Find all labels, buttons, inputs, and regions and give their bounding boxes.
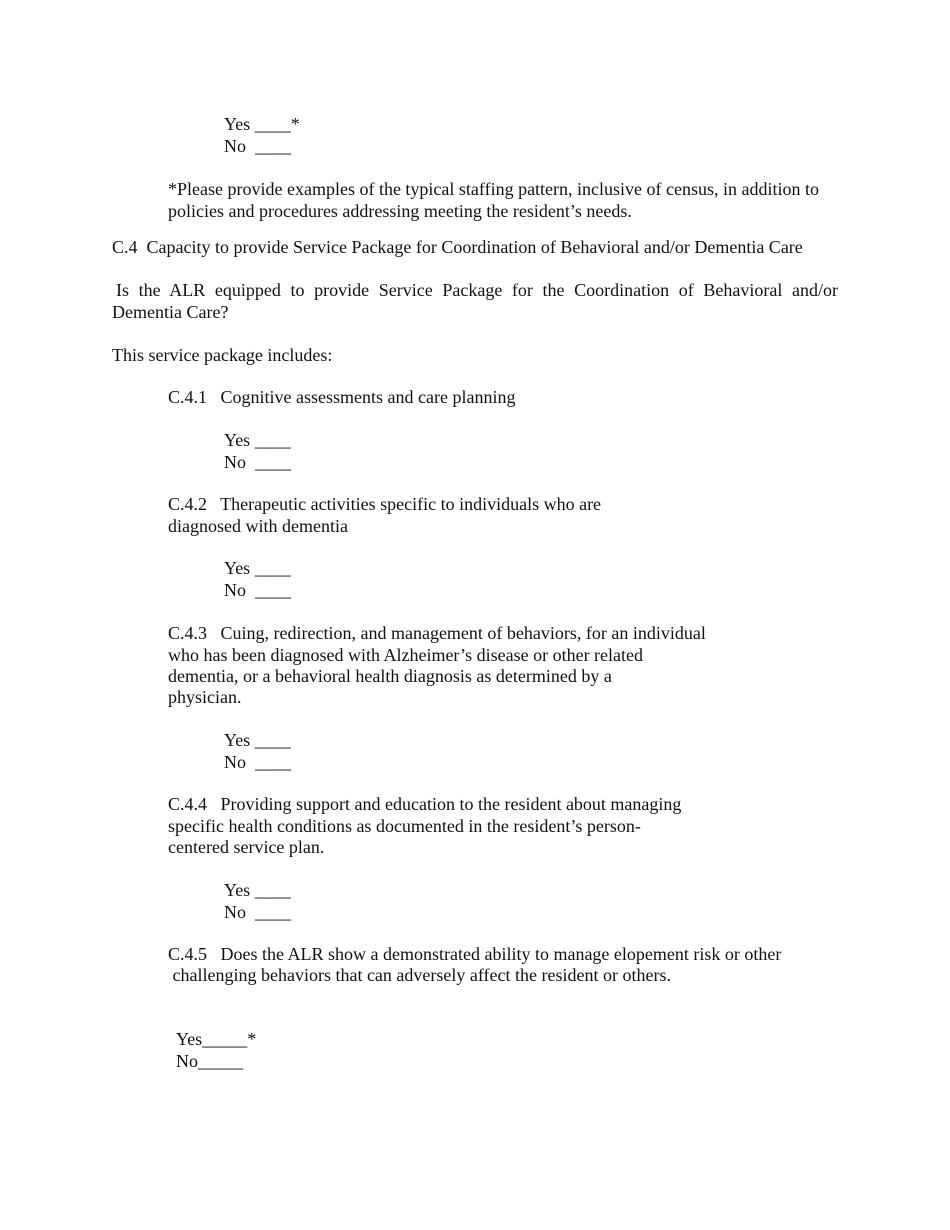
- no-label: No: [224, 136, 246, 156]
- item-c43-text-line3: dementia, or a behavioral health diagnosis as determined by a: [168, 666, 612, 686]
- item-c45-yes[interactable]: Yes_____*: [176, 1029, 257, 1049]
- item-c45-text-line2: challenging behaviors that can adversely affect the resident or others.: [168, 965, 671, 985]
- item-c43-text-line2: who has been diagnosed with Alzheimer’s disease or other related: [168, 645, 644, 665]
- section-question: [112, 279, 838, 323]
- asterisk-mark: *: [290, 114, 300, 134]
- item-c42-text-line1: C.4.2 Therapeutic activities specific to individuals who are: [168, 494, 602, 514]
- no-blank[interactable]: ____: [255, 136, 291, 156]
- item-c43-yes[interactable]: Yes ____: [224, 730, 291, 750]
- question-line2: Dementia Care?: [112, 302, 229, 322]
- staffing-note-line2: policies and procedures addressing meeting the resident’s needs.: [168, 201, 632, 221]
- top-yes-option[interactable]: [224, 113, 300, 135]
- item-c44-text-line2: specific health conditions as documented in the resident’s person-: [168, 816, 641, 836]
- item-c41-text: C.4.1 Cognitive assessments and care planning: [168, 387, 516, 407]
- yes-blank[interactable]: ____: [254, 114, 291, 134]
- item-c42-no[interactable]: No ____: [224, 580, 291, 600]
- item-c44-text-line3: centered service plan.: [168, 837, 325, 857]
- item-c41-yes[interactable]: Yes ____: [224, 430, 291, 450]
- item-c42-yes[interactable]: Yes ____: [224, 558, 291, 578]
- item-c41-no[interactable]: No ____: [224, 452, 291, 472]
- item-c43-text-line4: physician.: [168, 687, 242, 707]
- staffing-note-line1: *Please provide examples of the typical staffing pattern, inclusive of census, in addition to: [168, 179, 820, 199]
- item-c43-text-line1: C.4.3 Cuing, redirection, and management of behaviors, for an individual: [168, 623, 706, 643]
- item-c44-no[interactable]: No ____: [224, 902, 291, 922]
- section-heading: C.4 Capacity to provide Service Package for Coordination of Behavioral and/or Dementia Care: [112, 237, 803, 257]
- yes-label: Yes: [224, 114, 251, 134]
- item-c43-no[interactable]: No ____: [224, 752, 291, 772]
- question-line1: Is the ALR equipped to provide Service Package for the Coordination of Behavioral and/or: [116, 280, 838, 300]
- item-c42-text-line2: diagnosed with dementia: [168, 516, 348, 536]
- item-c44-text-line1: C.4.4 Providing support and education to the resident about managing: [168, 794, 682, 814]
- includes-label: This service package includes:: [112, 345, 333, 365]
- top-no-option[interactable]: [224, 135, 291, 157]
- item-c45-no[interactable]: No_____: [176, 1051, 243, 1071]
- item-c45-text-line1: C.4.5 Does the ALR show a demonstrated ability to manage elopement risk or other: [168, 944, 782, 964]
- item-c44-yes[interactable]: Yes ____: [224, 880, 291, 900]
